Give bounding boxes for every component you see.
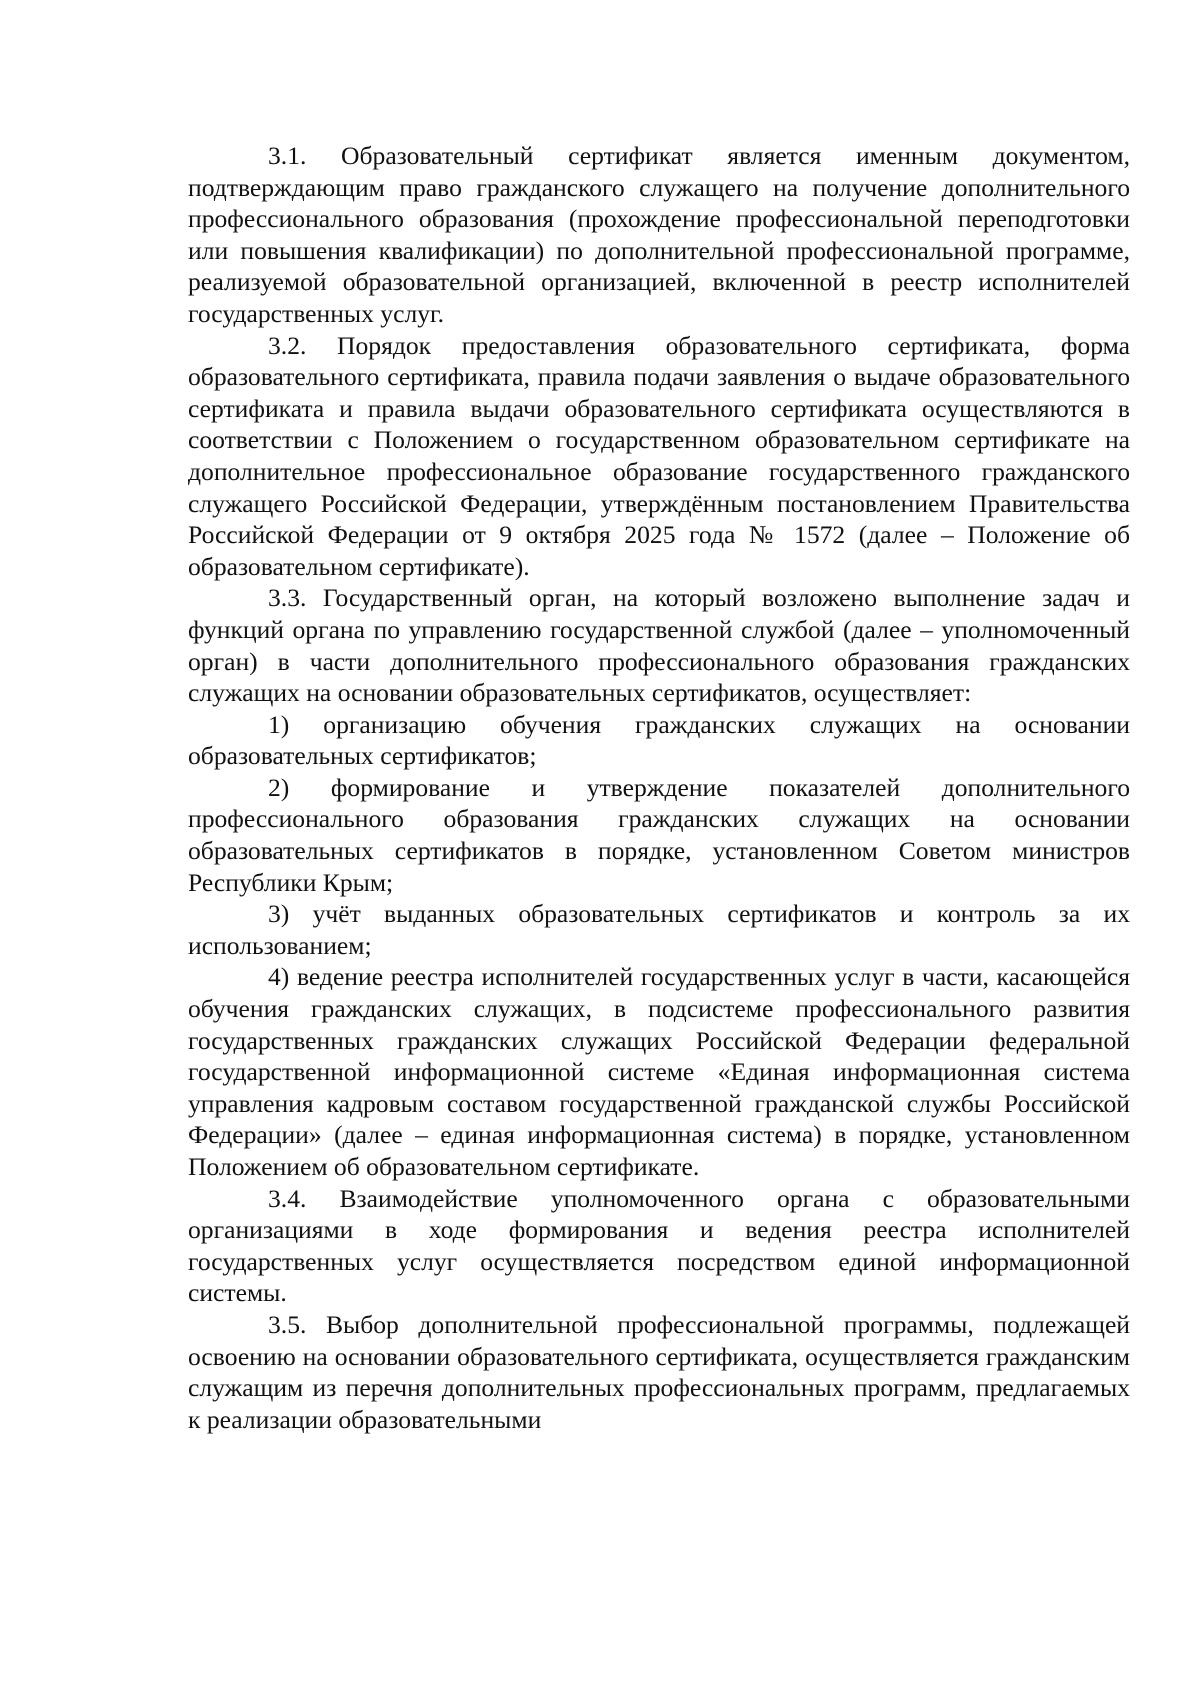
paragraph-3-2: 3.2. Порядок предоставления образовательного сертификата, форма образовательного сертификата, правила подачи заявления о выдаче образовательного сертификата и правила выдачи образовательного сертификата осуществляются в соответствии с Положением о государственном образовательном сертификате на дополнительное профессиональное образование государственного гражданского служащего Российской Федерации, утверждённым постановлением Правительства Российской Федерации от 9 октября 2025 года № 1572 (далее – Положение об образовательном сертификате). — [188, 330, 1130, 581]
paragraph-3-4: 3.4. Взаимодействие уполномоченного органа с образовательными организациями в ходе формирования и ведения реестра исполнителей государственных услуг осуществляется посредством единой информационной системы. — [188, 1183, 1130, 1308]
list-item-4: 4) ведение реестра исполнителей государственных услуг в части, касающейся обучения гражданских служащих, в подсистеме профессионального развития государственных гражданских служащих Российской Федерации федеральной государственной информационной системе «Единая информационная система управления кадровым составом государственной гражданской службы Российской Федерации» (далее – единая информационная система) в порядке, установленном Положением об образовательном сертификате. — [188, 962, 1130, 1181]
paragraph-3-5: 3.5. Выбор дополнительной профессиональной программы, подлежащей освоению на основании образовательного сертификата, осуществляется гражданским служащим из перечня дополнительных профессиональных программ, предлагаемых к реализации образовательными — [188, 1309, 1130, 1434]
document-body — [188, 140, 1130, 1435]
paragraph-3-1: 3.1. Образовательный сертификат является именным документом, подтверждающим право гражданского служащего на получение дополнительного профессионального образования (прохождение профессиональной переподготовки или повышения квалификации) по дополнительной профессиональной программе, реализуемой образовательной организацией, включенной в реестр исполнителей государственных услуг. — [188, 141, 1130, 328]
list-item-3: 3) учёт выданных образовательных сертификатов и контроль за их использованием; — [188, 899, 1130, 960]
list-item-1: 1) организацию обучения гражданских служащих на основании образовательных сертификатов; — [188, 709, 1130, 771]
paragraph-3-3: 3.3. Государственный орган, на который возложено выполнение задач и функций органа по управлению государственной службой (далее – уполномоченный орган) в части дополнительного профессионального образования гражданских служащих на основании образовательных сертификатов, осуществляет: — [188, 583, 1130, 708]
list-item-2: 2) формирование и утверждение показателей дополнительного профессионального образования гражданских служащих на основании образовательных сертификатов в порядке, установленном Советом министров Республики Крым; — [188, 772, 1130, 897]
